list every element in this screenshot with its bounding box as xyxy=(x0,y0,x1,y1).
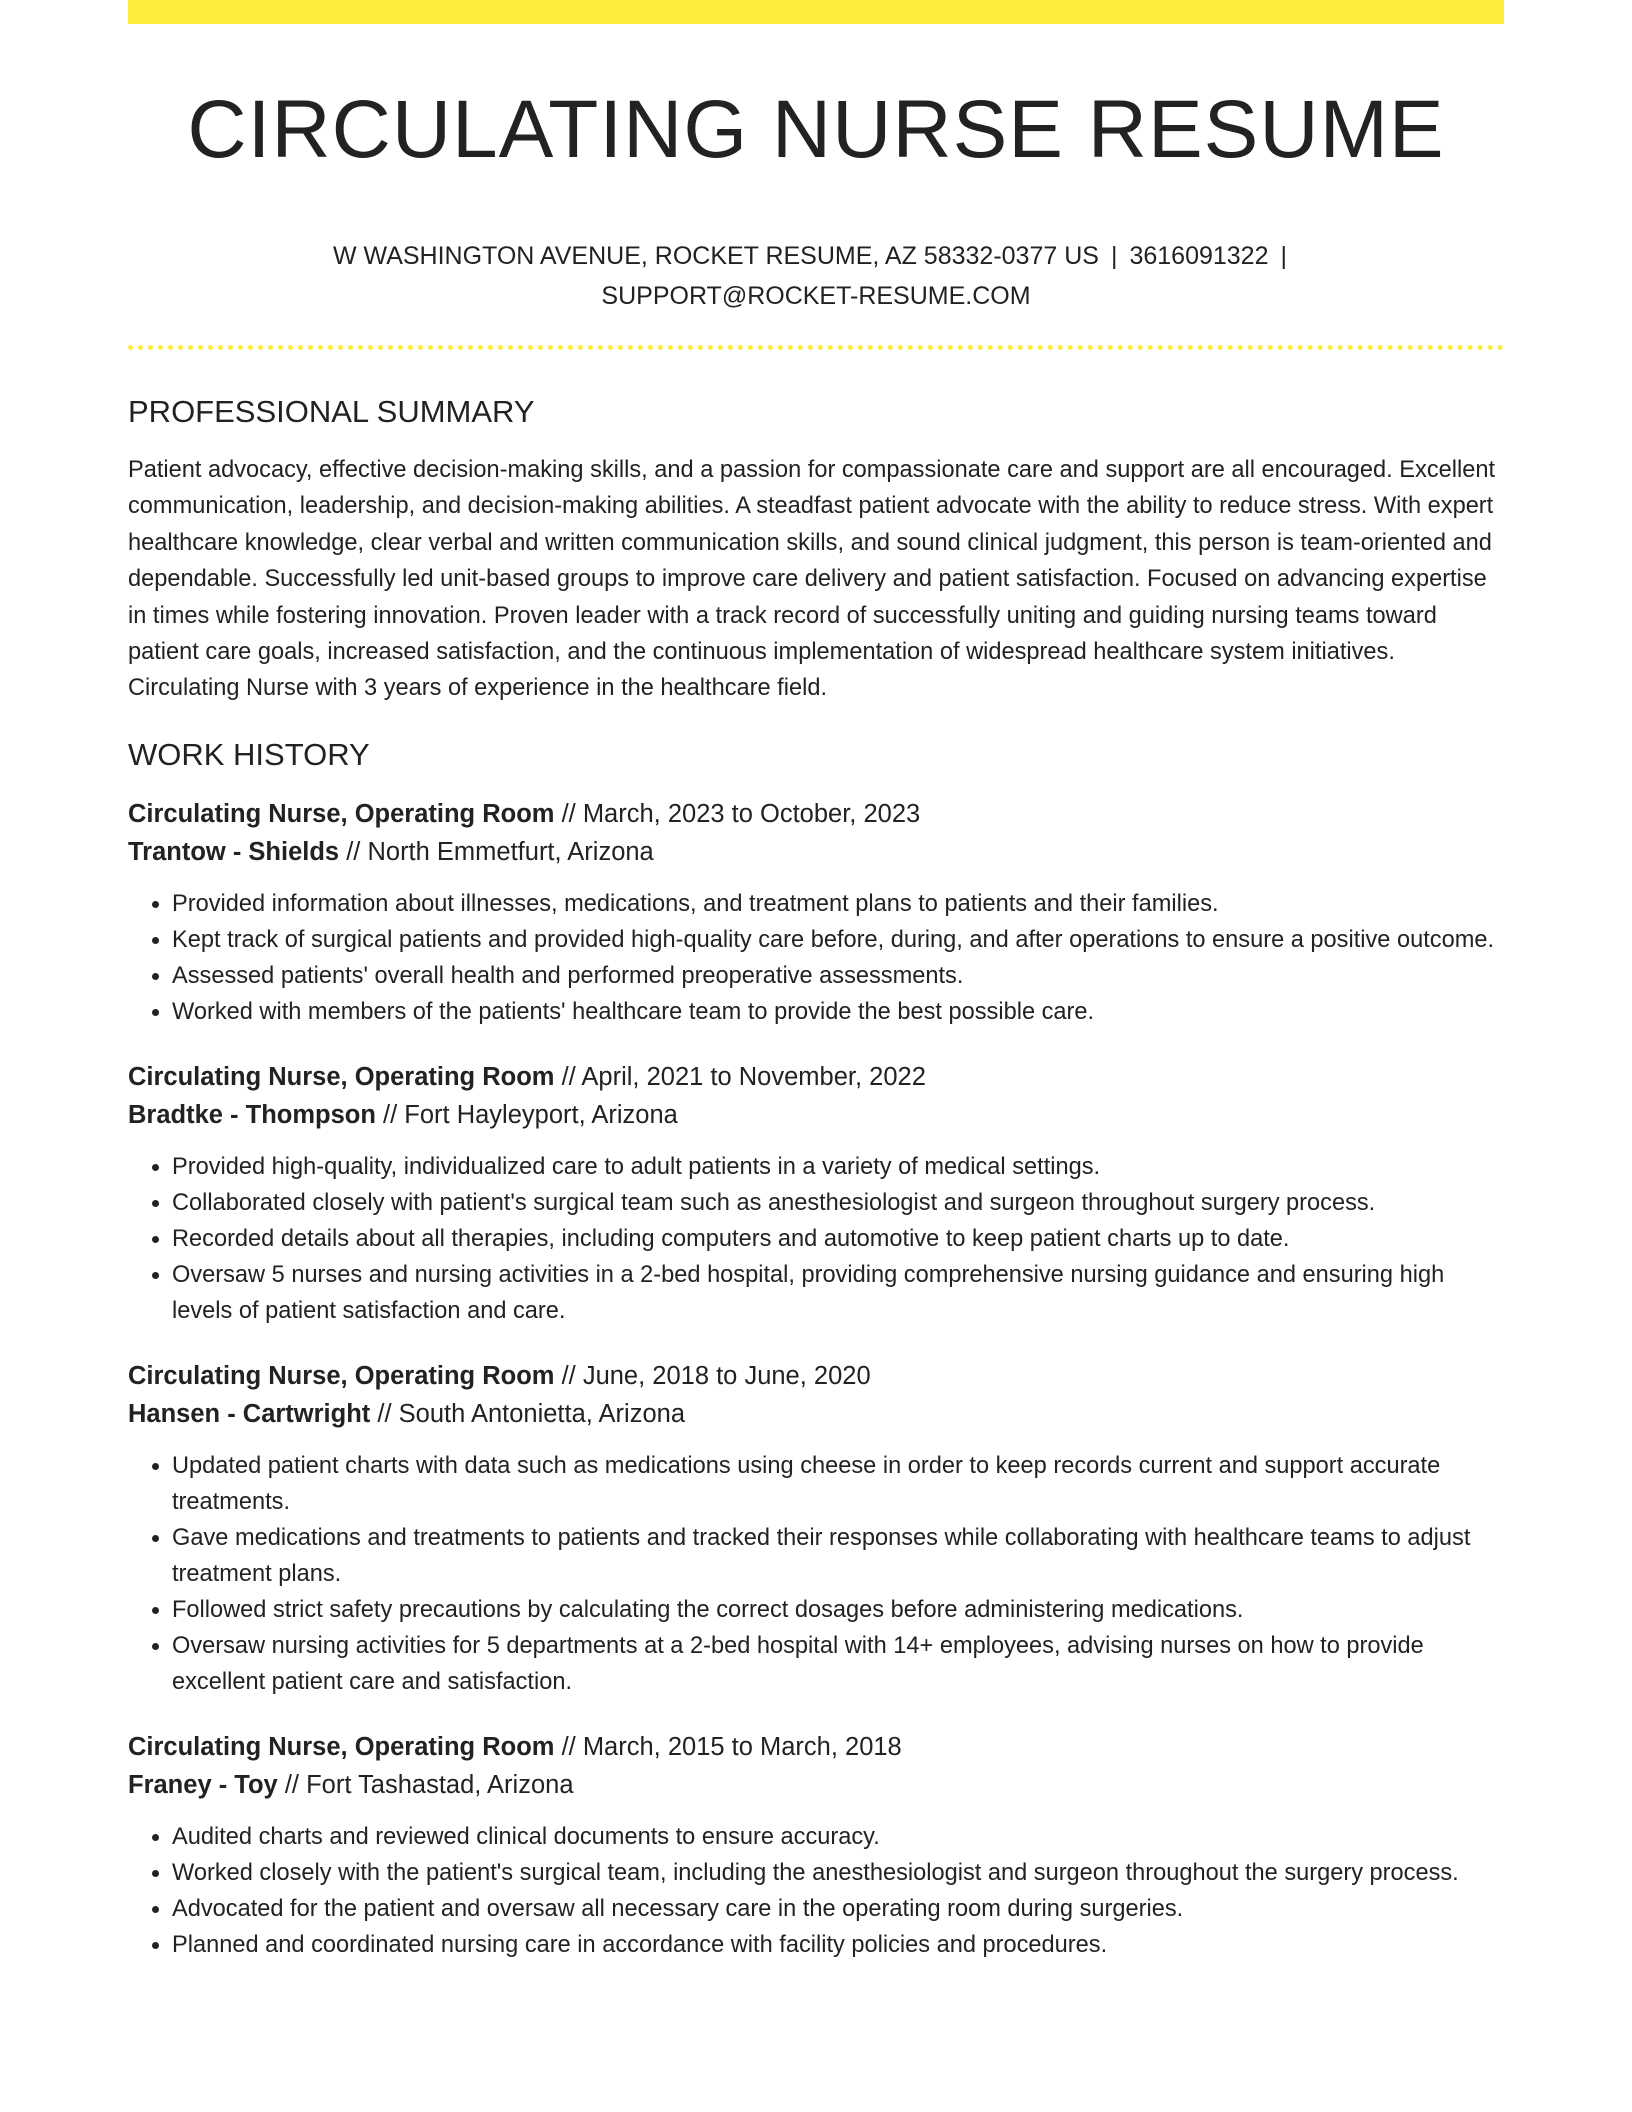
job-dates: // March, 2015 to March, 2018 xyxy=(561,1732,902,1761)
job-company: Bradtke - Thompson xyxy=(128,1101,376,1130)
contact-phone: 3616091322 xyxy=(1129,242,1269,270)
job-location: // South Antonietta, Arizona xyxy=(377,1400,686,1429)
top-accent-bar xyxy=(128,0,1504,24)
contact-separator: | xyxy=(1110,242,1118,270)
job-duty: • Collaborated closely with patient's surgical team such as anesthesiologist and surgeon throughout surgery process. xyxy=(172,1185,1504,1221)
contact-separator: | xyxy=(1280,242,1287,270)
job-duty: • Gave medications and treatments to patients and tracked their responses while collaborating with healthcare teams to adjust treatment plans. xyxy=(172,1520,1504,1592)
job-location: // Fort Tashastad, Arizona xyxy=(284,1771,574,1800)
job-duty: • Recorded details about all therapies, including computers and automotive to keep patient charts up to date. xyxy=(172,1221,1504,1257)
job-company: Franey - Toy xyxy=(128,1771,278,1800)
job-duty: • Assessed patients' overall health and performed preoperative assessments. xyxy=(172,958,1504,994)
job-duty: • Oversaw 5 nurses and nursing activities in a 2-bed hospital, providing comprehensive nursing guidance and ensuring high levels of patient satisfaction and care. xyxy=(172,1257,1504,1329)
contact-email: SUPPORT@ROCKET-RESUME.COM xyxy=(601,282,1031,310)
job-location: // Fort Hayleyport, Arizona xyxy=(383,1101,678,1130)
job-duties xyxy=(128,1448,1504,1700)
job-duty: • Provided high-quality, individualized care to adult patients in a variety of medical settings. xyxy=(172,1149,1504,1185)
job-entry xyxy=(128,795,1504,1030)
job-duty: • Provided information about illnesses, medications, and treatment plans to patients and their families. xyxy=(172,886,1504,922)
job-title-line xyxy=(128,1357,1504,1396)
job-title-line xyxy=(128,795,1504,834)
resume-content xyxy=(128,390,1504,1991)
job-company-line xyxy=(128,833,1504,872)
job-company: Trantow - Shields xyxy=(128,838,340,867)
job-duties xyxy=(128,1149,1504,1329)
job-duty: • Followed strict safety precautions by calculating the correct dosages before administering medications. xyxy=(172,1592,1504,1628)
job-title: Circulating Nurse, Operating Room xyxy=(128,1062,555,1091)
job-dates: // March, 2023 to October, 2023 xyxy=(561,799,921,828)
summary-text: Patient advocacy, effective decision-making skills, and a passion for compassionate care and support are all encouraged. Excellent communication, leadership, and decision-making abilities. A steadfast patient advocate with the ability to reduce stress. With expert healthcare knowledge, clear verbal and written communication skills, and sound clinical judgment, this person is team-oriented and dependable. Successfully led unit-based groups to improve care delivery and patient satisfaction. Focused on advancing expertise in times while fostering innovation. Proven leader with a track record of successfully uniting and guiding nursing teams toward patient care goals, increased satisfaction, and the continuous implementation of widespread healthcare system initiatives. Circulating Nurse with 3 years of experience in the healthcare field. xyxy=(128,457,1496,702)
job-title: Circulating Nurse, Operating Room xyxy=(128,1361,555,1390)
job-entry xyxy=(128,1728,1504,1963)
job-duty: • Planned and coordinated nursing care in accordance with facility policies and procedures. xyxy=(172,1927,1504,1963)
job-duty: • Updated patient charts with data such as medications using cheese in order to keep records current and support accurate treatments. xyxy=(172,1448,1504,1520)
contact-address: W WASHINGTON AVENUE, ROCKET RESUME, AZ 58332-0377 US xyxy=(332,242,1099,270)
job-location: // North Emmetfurt, Arizona xyxy=(346,838,654,867)
job-entry xyxy=(128,1058,1504,1329)
job-duty: • Oversaw nursing activities for 5 departments at a 2-bed hospital with 14+ employees, advising nurses on how to provide excellent patient care and satisfaction. xyxy=(172,1628,1504,1700)
job-title: Circulating Nurse, Operating Room xyxy=(128,1732,555,1761)
resume-title: CIRCULATING NURSE RESUME xyxy=(187,84,1445,175)
work-history-heading: WORK HISTORY xyxy=(128,736,370,772)
job-title-line xyxy=(128,1058,1504,1097)
job-company-line xyxy=(128,1395,1504,1434)
job-duty: • Kept track of surgical patients and provided high-quality care before, during, and after operations to ensure a positive outcome. xyxy=(172,922,1504,958)
job-duty: • Audited charts and reviewed clinical documents to ensure accuracy. xyxy=(172,1819,1504,1855)
job-company-line xyxy=(128,1766,1504,1805)
job-title: Circulating Nurse, Operating Room xyxy=(128,799,555,828)
job-company: Hansen - Cartwright xyxy=(128,1400,371,1429)
job-duty: • Advocated for the patient and oversaw all necessary care in the operating room during surgeries. xyxy=(172,1891,1504,1927)
job-duties xyxy=(128,1819,1504,1963)
job-title-line xyxy=(128,1728,1504,1767)
job-entry xyxy=(128,1357,1504,1700)
job-duty: • Worked closely with the patient's surgical team, including the anesthesiologist and surgeon throughout the surgery process. xyxy=(172,1855,1504,1891)
job-duty: • Worked with members of the patients' healthcare team to provide the best possible care. xyxy=(172,994,1504,1030)
job-duties xyxy=(128,886,1504,1030)
job-dates: // June, 2018 to June, 2020 xyxy=(561,1361,871,1390)
job-dates: // April, 2021 to November, 2022 xyxy=(561,1062,926,1091)
contact-info xyxy=(128,236,1504,316)
dotted-divider xyxy=(128,345,1504,350)
summary-heading: PROFESSIONAL SUMMARY xyxy=(128,394,535,429)
job-company-line xyxy=(128,1096,1504,1135)
